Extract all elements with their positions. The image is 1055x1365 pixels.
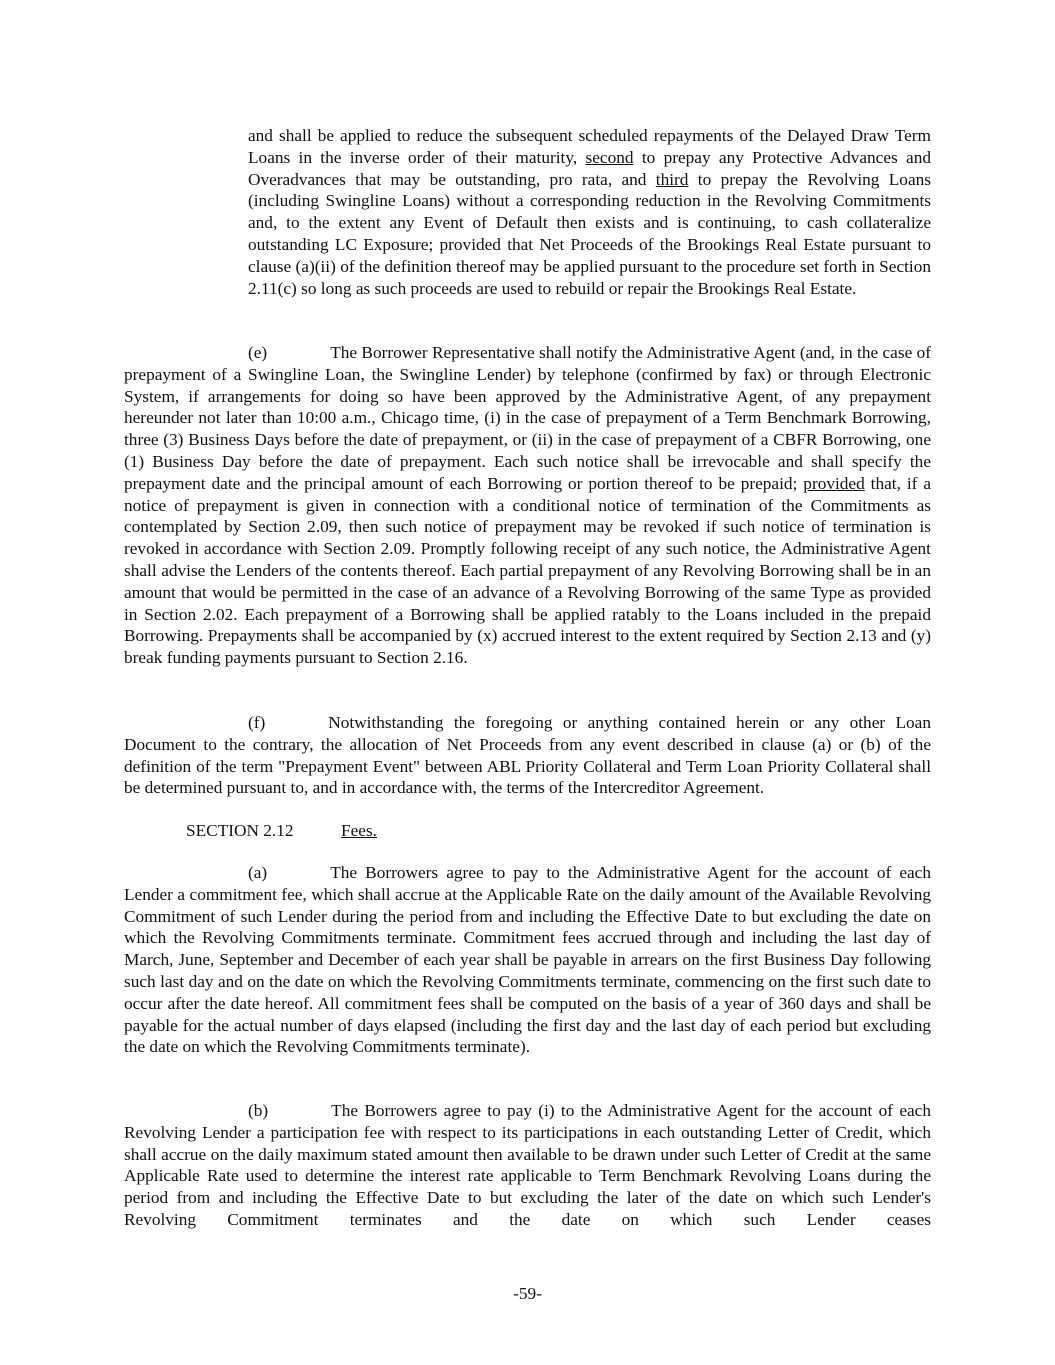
text-run: to prepay any Protective Advances and Overadvances that may be outstanding, pro rata, and [248,147,932,189]
text-run: to prepay the Revolving Loans (including Swingline Loans) without a corresponding reduction in the Revolving Commitments and, to the extent any Event of Default then exists and is continuing, to cash collateralize outstanding LC Exposure; provided that Net Proceeds of the Brookings Real Estate pursuant to clause (a)(ii) of the definition thereof may be applied pursuant to the procedure set forth in Section 2.11(c) so long as such proceeds are used to rebuild or repair the Brookings Real Estate. [248,169,931,298]
text-run: The Borrowers agree to pay to the Administrative Agent for the account of each Lender a commitment fee, which shall accrue at the Applicable Rate on the daily amount of the Available Revolving Commitment of such Lender during the period from and including the Effective Date to but excluding the date on which the Revolving Commitments terminate. Commitment fees accrued through and including the last day of March, June, September and December of each year shall be payable in arrears on the first Business Day following such last day and on the date on which the Revolving Commitments terminate, commencing on the first such date to occur after the date hereof. All commitment fees shall be computed on the basis of a year of 360 days and shall be payable for the actual number of days elapsed (including the first day and the last day of each period but excluding the date on which the Revolving Commitments terminate). [124,863,931,1057]
paragraph-e [124,342,931,669]
paragraph-b-text [124,1101,931,1229]
paragraph-e-label: (e) [248,343,268,362]
paragraph-a-text [124,863,931,1056]
paragraph-e-text [124,343,931,667]
paragraph-a-label: (a) [248,863,268,882]
underlined-term: provided [803,473,865,493]
underlined-term: second [585,147,634,167]
text-run: The Borrower Representative shall notify the Administrative Agent (and, in the case of prepayment of a Swingline Loan, the Swingline Lender) by telephone (confirmed by fax) or through Electronic System, if arrangements for doing so have been approved by the Administrative Agent, of any prepayment hereunder not later than 10:00 a.m., Chicago time, (i) in the case of prepayment of a Term Benchmark Borrowing, three (3) Business Days before the date of prepayment, or (ii) in the case of prepayment of a CBFR Borrowing, one (1) Business Day before the date of prepayment. Each such notice shall be irrevocable and shall specify the prepayment date and the principal amount of each Borrowing or portion thereof to be prepaid; [124,343,931,493]
text-run: and shall be applied to reduce the subsequent scheduled repayments of the Delayed Draw Term Loans in the inverse order of their maturity, [248,126,931,167]
paragraph-b [124,1100,931,1231]
paragraph-a [124,862,931,1058]
underlined-term: third [655,169,689,189]
page-number: -59- [513,1284,542,1303]
section-number: SECTION 2.12 [186,821,294,840]
paragraph-f-label: (f) [248,713,266,732]
section-heading [186,820,377,842]
paragraph-b-label: (b) [248,1101,269,1120]
text-run: The Borrowers agree to pay (i) to the Administrative Agent for the account of each Revolving Lender a participation fee with respect to its participations in each outstanding Letter of Credit, which shall accrue on the daily maximum stated amount then available to be drawn under such Letter of Credit at the same Applicable Rate used to determine the interest rate applicable to Term Benchmark Revolving Loans during the period from and including the Effective Date to but excluding the later of the date on which such Lender's Revolving Commitment terminates and the date on which such Lender ceases [124,1101,931,1229]
section-title: Fees. [341,821,377,840]
text-run: Notwithstanding the foregoing or anything contained herein or any other Loan Document to the contrary, the allocation of Net Proceeds from any event described in clause (a) or (b) of the definition of the term "Prepayment Event" between ABL Priority Collateral and Term Loan Priority Collateral shall be determined pursuant to, and in accordance with, the terms of the Intercreditor Agreement. [124,713,931,798]
text-run: that, if a notice of prepayment is given in connection with a conditional notice of termination of the Commitments as contemplated by Section 2.09, then such notice of prepayment may be revoked if such notice of termination is revoked in accordance with Section 2.09. Promptly following receipt of any such notice, the Administrative Agent shall advise the Lenders of the contents thereof. Each partial prepayment of any Revolving Borrowing shall be in an amount that would be permitted in the case of an advance of a Revolving Borrowing of the same Type as provided in Section 2.02. Each prepayment of a Borrowing shall be applied ratably to the Loans included in the prepaid Borrowing. Prepayments shall be accompanied by (x) accrued interest to the extent required by Section 2.13 and (y) break funding payments pursuant to Section 2.16. [124,473,932,668]
paragraph-d-continuation [248,125,931,299]
paragraph-f [124,712,931,799]
paragraph-f-text [124,713,931,797]
